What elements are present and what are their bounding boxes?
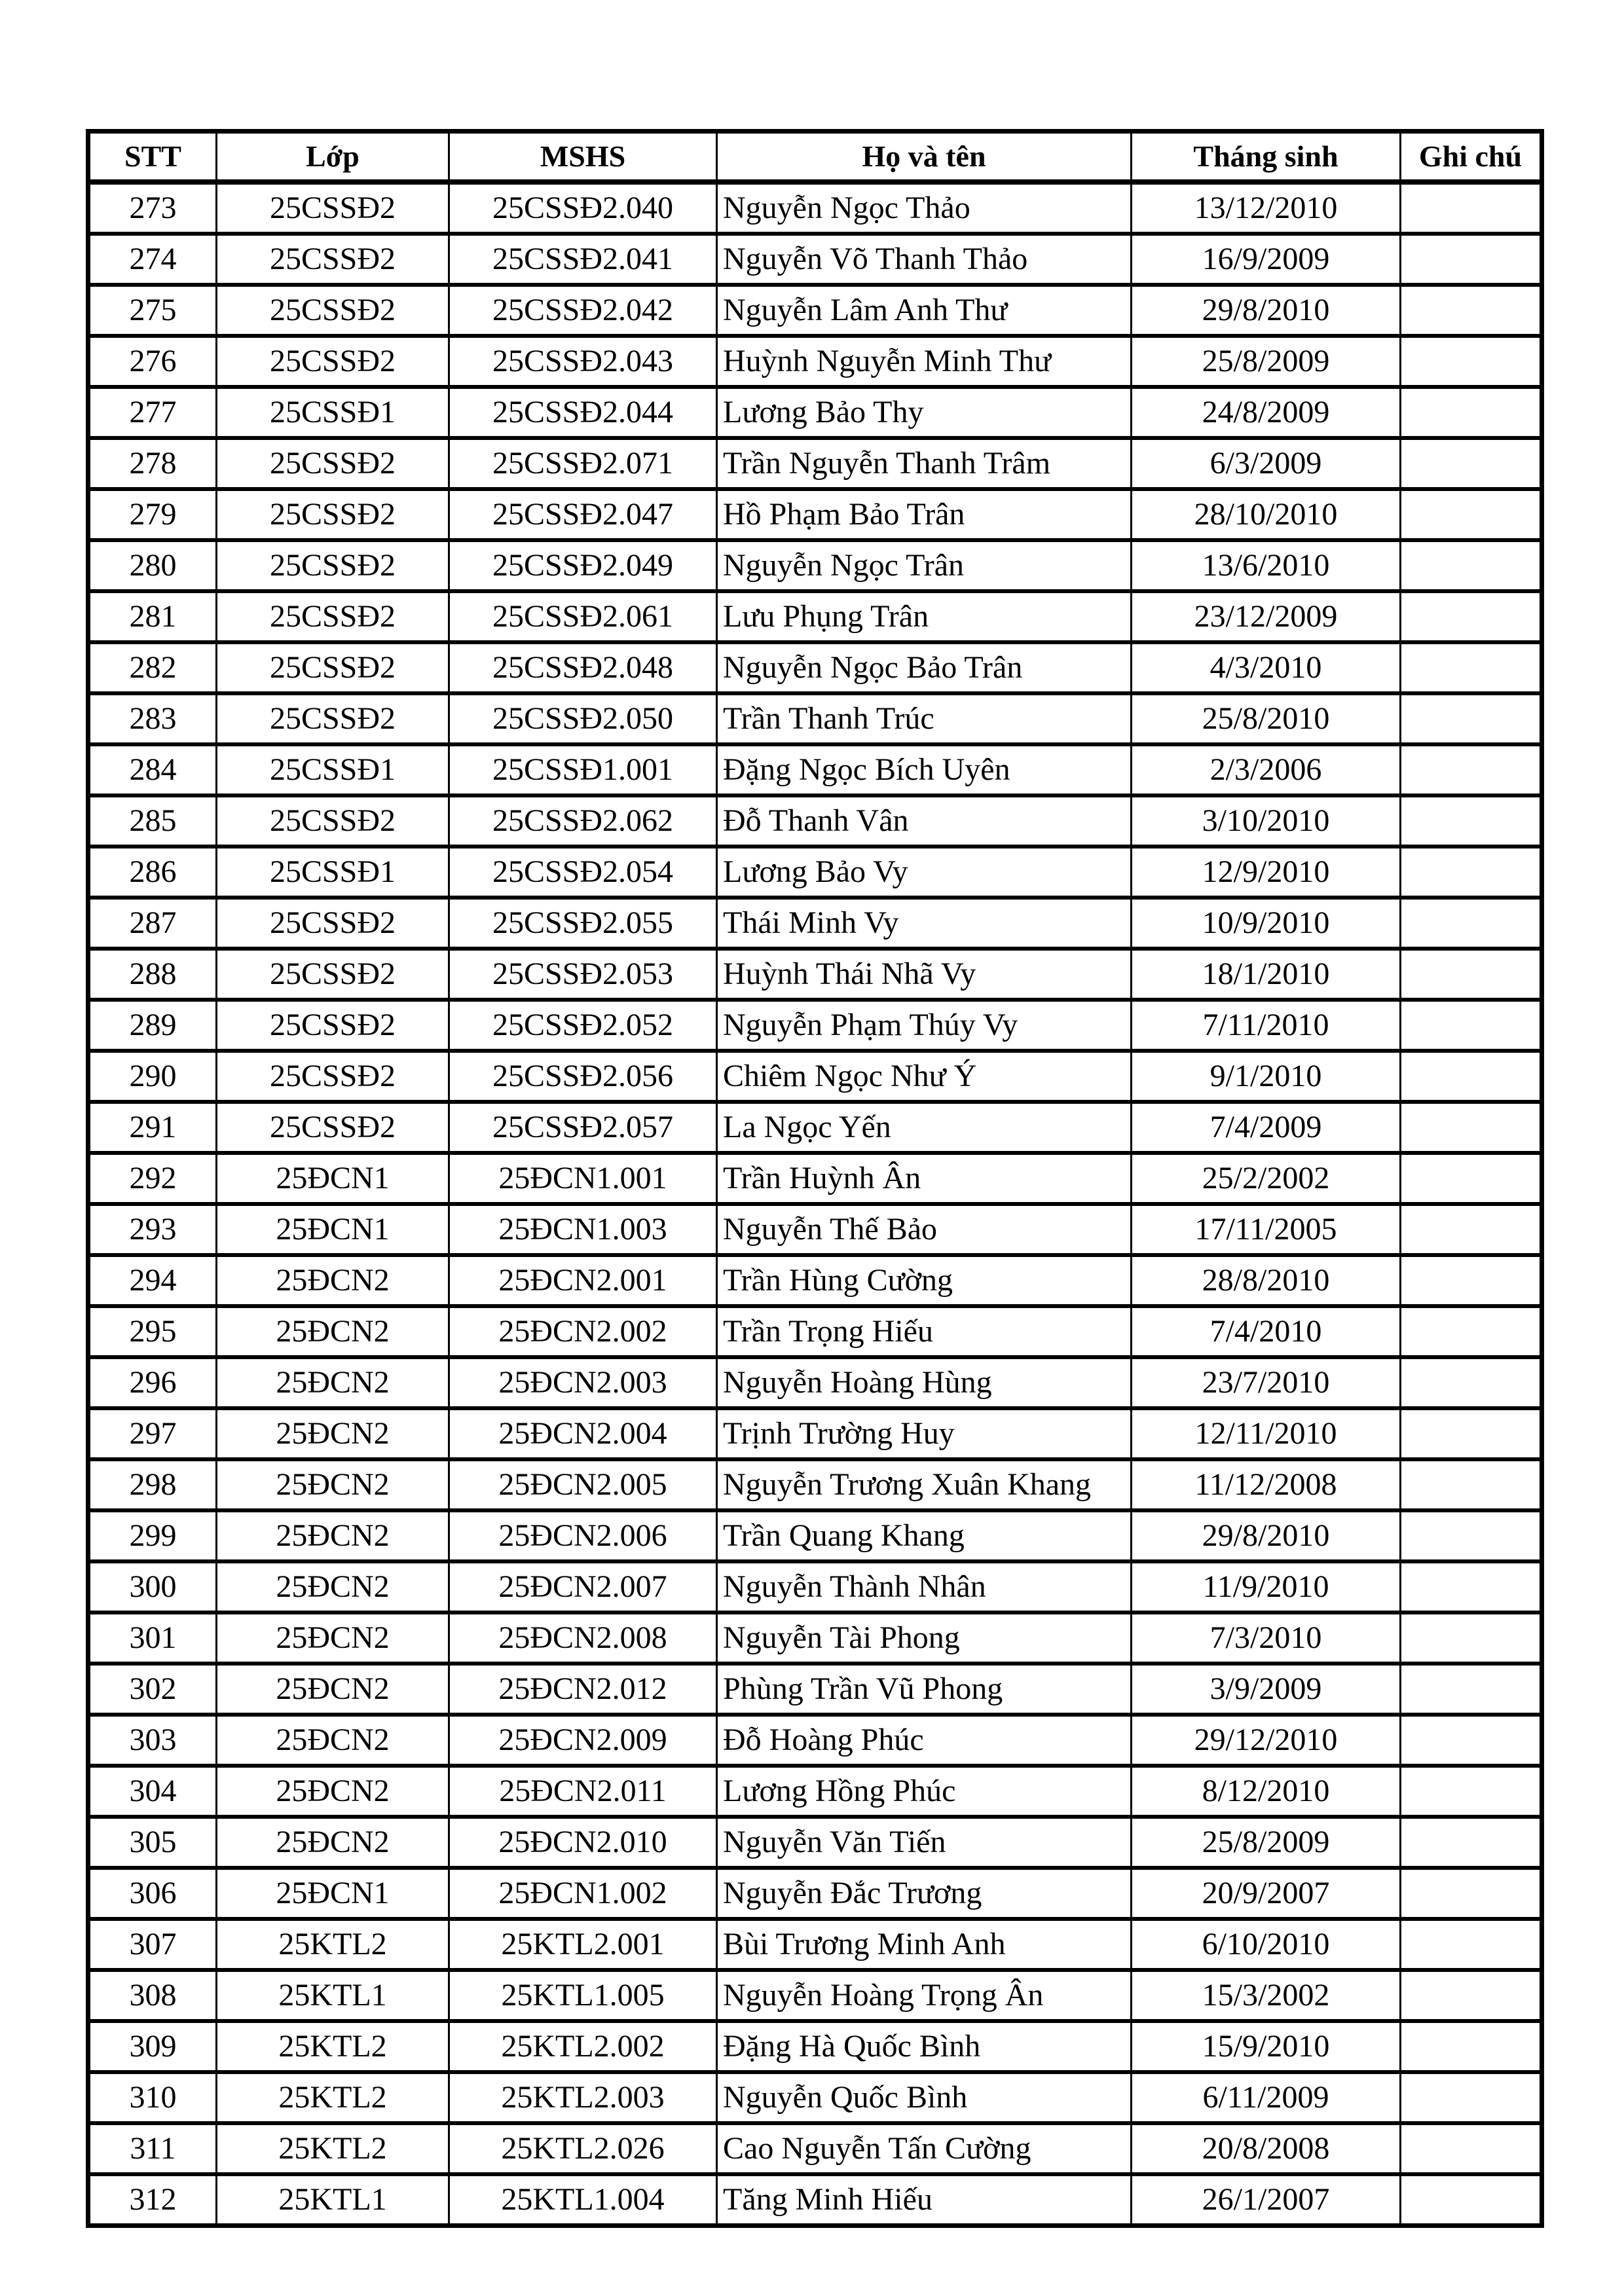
table-row [88,234,1542,285]
cell-stt: 286 [88,847,217,898]
table-body [88,182,1542,2226]
cell-thang-sinh: 2/3/2006 [1132,744,1401,795]
table-row [88,1357,1542,1408]
cell-mshs: 25KTL1.005 [449,1970,717,2021]
cell-ho-va-ten: Trần Huỳnh Ân [717,1153,1132,1204]
cell-stt: 308 [88,1970,217,2021]
cell-lop: 25ĐCN1 [217,1204,449,1255]
cell-mshs: 25ĐCN2.010 [449,1817,717,1868]
table-row [88,1817,1542,1868]
cell-lop: 25ĐCN2 [217,1408,449,1459]
cell-lop: 25KTL1 [217,1970,449,2021]
cell-thang-sinh: 20/8/2008 [1132,2123,1401,2174]
cell-lop: 25CSSĐ2 [217,438,449,489]
cell-ghi-chu [1401,642,1542,693]
cell-lop: 25CSSĐ2 [217,642,449,693]
cell-mshs: 25CSSĐ2.057 [449,1102,717,1153]
cell-lop: 25ĐCN2 [217,1459,449,1510]
table-row [88,744,1542,795]
cell-ho-va-ten: Nguyễn Hoàng Trọng Ân [717,1970,1132,2021]
cell-stt: 288 [88,949,217,1000]
cell-stt: 283 [88,693,217,744]
cell-ho-va-ten: Hồ Phạm Bảo Trân [717,489,1132,540]
cell-lop: 25CSSĐ2 [217,591,449,642]
cell-ghi-chu [1401,1204,1542,1255]
cell-mshs: 25CSSĐ1.001 [449,744,717,795]
cell-ghi-chu [1401,387,1542,438]
cell-thang-sinh: 6/10/2010 [1132,1919,1401,1970]
cell-mshs: 25ĐCN2.004 [449,1408,717,1459]
cell-lop: 25CSSĐ2 [217,540,449,591]
cell-stt: 301 [88,1613,217,1664]
cell-thang-sinh: 25/8/2009 [1132,1817,1401,1868]
cell-lop: 25CSSĐ1 [217,387,449,438]
cell-lop: 25CSSĐ2 [217,285,449,336]
column-header-ghi-chu: Ghi chú [1401,132,1542,183]
cell-lop: 25ĐCN1 [217,1868,449,1919]
column-header-lop: Lớp [217,132,449,183]
cell-stt: 294 [88,1255,217,1306]
cell-thang-sinh: 28/8/2010 [1132,1255,1401,1306]
cell-thang-sinh: 15/3/2002 [1132,1970,1401,2021]
cell-thang-sinh: 11/12/2008 [1132,1459,1401,1510]
cell-mshs: 25CSSĐ2.040 [449,182,717,234]
table-row [88,795,1542,847]
cell-stt: 291 [88,1102,217,1153]
cell-lop: 25CSSĐ2 [217,234,449,285]
cell-lop: 25ĐCN2 [217,1306,449,1357]
cell-mshs: 25ĐCN1.003 [449,1204,717,1255]
cell-stt: 305 [88,1817,217,1868]
cell-mshs: 25ĐCN2.011 [449,1766,717,1817]
cell-lop: 25ĐCN2 [217,1613,449,1664]
cell-ho-va-ten: Cao Nguyễn Tấn Cường [717,2123,1132,2174]
cell-ho-va-ten: Thái Minh Vy [717,898,1132,949]
cell-ho-va-ten: Lương Hồng Phúc [717,1766,1132,1817]
cell-lop: 25CSSĐ1 [217,744,449,795]
cell-stt: 293 [88,1204,217,1255]
cell-ghi-chu [1401,1051,1542,1102]
cell-mshs: 25KTL1.004 [449,2174,717,2226]
cell-thang-sinh: 23/12/2009 [1132,591,1401,642]
cell-stt: 278 [88,438,217,489]
table-row [88,182,1542,234]
cell-stt: 299 [88,1510,217,1561]
cell-mshs: 25KTL2.003 [449,2072,717,2123]
cell-ghi-chu [1401,1459,1542,1510]
cell-stt: 292 [88,1153,217,1204]
table-row [88,949,1542,1000]
table-row [88,1715,1542,1766]
cell-ghi-chu [1401,591,1542,642]
cell-ghi-chu [1401,2123,1542,2174]
cell-ho-va-ten: Trần Nguyễn Thanh Trâm [717,438,1132,489]
cell-ghi-chu [1401,1408,1542,1459]
cell-ho-va-ten: Huỳnh Thái Nhã Vy [717,949,1132,1000]
cell-ho-va-ten: Nguyễn Quốc Bình [717,2072,1132,2123]
cell-lop: 25ĐCN2 [217,1561,449,1613]
cell-ho-va-ten: Nguyễn Ngọc Trân [717,540,1132,591]
cell-ho-va-ten: Đỗ Hoàng Phúc [717,1715,1132,1766]
table-row [88,1408,1542,1459]
cell-lop: 25ĐCN2 [217,1766,449,1817]
cell-ghi-chu [1401,1715,1542,1766]
cell-ho-va-ten: Lương Bảo Vy [717,847,1132,898]
table-row [88,1459,1542,1510]
cell-lop: 25ĐCN2 [217,1664,449,1715]
table-row [88,1613,1542,1664]
cell-thang-sinh: 10/9/2010 [1132,898,1401,949]
cell-thang-sinh: 28/10/2010 [1132,489,1401,540]
table-row [88,693,1542,744]
cell-ho-va-ten: Huỳnh Nguyễn Minh Thư [717,336,1132,387]
cell-stt: 287 [88,898,217,949]
cell-ho-va-ten: Bùi Trương Minh Anh [717,1919,1132,1970]
cell-stt: 302 [88,1664,217,1715]
cell-ghi-chu [1401,949,1542,1000]
table-row [88,489,1542,540]
cell-ho-va-ten: Nguyễn Hoàng Hùng [717,1357,1132,1408]
cell-ghi-chu [1401,1766,1542,1817]
cell-ghi-chu [1401,2174,1542,2226]
cell-thang-sinh: 29/8/2010 [1132,285,1401,336]
cell-stt: 297 [88,1408,217,1459]
cell-ho-va-ten: Lưu Phụng Trân [717,591,1132,642]
cell-ho-va-ten: Đặng Hà Quốc Bình [717,2021,1132,2072]
cell-thang-sinh: 29/12/2010 [1132,1715,1401,1766]
cell-ho-va-ten: Đỗ Thanh Vân [717,795,1132,847]
cell-thang-sinh: 3/9/2009 [1132,1664,1401,1715]
cell-ghi-chu [1401,693,1542,744]
cell-thang-sinh: 15/9/2010 [1132,2021,1401,2072]
cell-ghi-chu [1401,2021,1542,2072]
cell-mshs: 25ĐCN2.002 [449,1306,717,1357]
cell-stt: 306 [88,1868,217,1919]
cell-ghi-chu [1401,336,1542,387]
cell-stt: 303 [88,1715,217,1766]
cell-ho-va-ten: Nguyễn Ngọc Thảo [717,182,1132,234]
cell-thang-sinh: 12/9/2010 [1132,847,1401,898]
cell-lop: 25ĐCN2 [217,1510,449,1561]
cell-ho-va-ten: Trần Hùng Cường [717,1255,1132,1306]
table-row [88,285,1542,336]
cell-lop: 25KTL2 [217,1919,449,1970]
cell-ho-va-ten: Nguyễn Đắc Trương [717,1868,1132,1919]
cell-thang-sinh: 18/1/2010 [1132,949,1401,1000]
cell-ghi-chu [1401,1817,1542,1868]
cell-stt: 289 [88,1000,217,1051]
table-row [88,2174,1542,2226]
cell-stt: 312 [88,2174,217,2226]
cell-ho-va-ten: Nguyễn Võ Thanh Thảo [717,234,1132,285]
cell-stt: 285 [88,795,217,847]
cell-lop: 25KTL2 [217,2072,449,2123]
cell-ghi-chu [1401,1510,1542,1561]
cell-mshs: 25ĐCN2.005 [449,1459,717,1510]
cell-stt: 275 [88,285,217,336]
cell-lop: 25CSSĐ2 [217,898,449,949]
cell-mshs: 25ĐCN1.001 [449,1153,717,1204]
cell-stt: 276 [88,336,217,387]
cell-stt: 281 [88,591,217,642]
cell-mshs: 25CSSĐ2.042 [449,285,717,336]
cell-lop: 25CSSĐ2 [217,795,449,847]
cell-mshs: 25CSSĐ2.041 [449,234,717,285]
cell-stt: 311 [88,2123,217,2174]
cell-thang-sinh: 20/9/2007 [1132,1868,1401,1919]
cell-ho-va-ten: Đặng Ngọc Bích Uyên [717,744,1132,795]
cell-mshs: 25CSSĐ2.043 [449,336,717,387]
cell-thang-sinh: 7/3/2010 [1132,1613,1401,1664]
cell-stt: 290 [88,1051,217,1102]
table-row [88,1919,1542,1970]
cell-stt: 282 [88,642,217,693]
cell-mshs: 25CSSĐ2.056 [449,1051,717,1102]
cell-ho-va-ten: Trần Thanh Trúc [717,693,1132,744]
cell-mshs: 25ĐCN2.006 [449,1510,717,1561]
table-row [88,642,1542,693]
table-header [88,132,1542,183]
table-row [88,1510,1542,1561]
cell-lop: 25CSSĐ2 [217,1000,449,1051]
cell-mshs: 25ĐCN2.009 [449,1715,717,1766]
table-row [88,387,1542,438]
table-row [88,1306,1542,1357]
cell-mshs: 25CSSĐ2.052 [449,1000,717,1051]
cell-ghi-chu [1401,1613,1542,1664]
cell-lop: 25CSSĐ2 [217,949,449,1000]
cell-ho-va-ten: Trần Trọng Hiếu [717,1306,1132,1357]
table-row [88,591,1542,642]
cell-stt: 307 [88,1919,217,1970]
cell-ghi-chu [1401,1102,1542,1153]
cell-thang-sinh: 23/7/2010 [1132,1357,1401,1408]
cell-mshs: 25CSSĐ2.061 [449,591,717,642]
cell-lop: 25CSSĐ2 [217,182,449,234]
cell-stt: 273 [88,182,217,234]
cell-mshs: 25ĐCN2.001 [449,1255,717,1306]
table-row [88,438,1542,489]
cell-lop: 25KTL2 [217,2123,449,2174]
cell-thang-sinh: 7/11/2010 [1132,1000,1401,1051]
column-header-stt: STT [88,132,217,183]
cell-thang-sinh: 7/4/2010 [1132,1306,1401,1357]
cell-mshs: 25KTL2.001 [449,1919,717,1970]
cell-stt: 280 [88,540,217,591]
cell-stt: 296 [88,1357,217,1408]
cell-stt: 309 [88,2021,217,2072]
cell-ghi-chu [1401,1306,1542,1357]
table-row [88,1970,1542,2021]
cell-mshs: 25CSSĐ2.053 [449,949,717,1000]
cell-thang-sinh: 13/12/2010 [1132,182,1401,234]
cell-ghi-chu [1401,2072,1542,2123]
cell-thang-sinh: 29/8/2010 [1132,1510,1401,1561]
table-row [88,1255,1542,1306]
cell-thang-sinh: 13/6/2010 [1132,540,1401,591]
cell-ho-va-ten: Nguyễn Trương Xuân Khang [717,1459,1132,1510]
cell-thang-sinh: 3/10/2010 [1132,795,1401,847]
cell-ho-va-ten: Tăng Minh Hiếu [717,2174,1132,2226]
cell-mshs: 25KTL2.002 [449,2021,717,2072]
cell-stt: 304 [88,1766,217,1817]
table-row [88,1102,1542,1153]
cell-ghi-chu [1401,1000,1542,1051]
cell-mshs: 25CSSĐ2.049 [449,540,717,591]
cell-lop: 25ĐCN1 [217,1153,449,1204]
cell-ho-va-ten: Nguyễn Văn Tiến [717,1817,1132,1868]
cell-thang-sinh: 4/3/2010 [1132,642,1401,693]
cell-stt: 300 [88,1561,217,1613]
cell-thang-sinh: 25/8/2009 [1132,336,1401,387]
cell-ghi-chu [1401,795,1542,847]
cell-ho-va-ten: Lương Bảo Thy [717,387,1132,438]
cell-ho-va-ten: Nguyễn Lâm Anh Thư [717,285,1132,336]
table-row [88,1664,1542,1715]
column-header-ho-va-ten: Họ và tên [717,132,1132,183]
cell-ghi-chu [1401,744,1542,795]
cell-thang-sinh: 6/11/2009 [1132,2072,1401,2123]
cell-lop: 25CSSĐ1 [217,847,449,898]
cell-ghi-chu [1401,438,1542,489]
cell-thang-sinh: 25/2/2002 [1132,1153,1401,1204]
table-row [88,1153,1542,1204]
cell-mshs: 25ĐCN2.012 [449,1664,717,1715]
cell-ho-va-ten: Nguyễn Thế Bảo [717,1204,1132,1255]
cell-lop: 25ĐCN2 [217,1715,449,1766]
cell-mshs: 25ĐCN2.008 [449,1613,717,1664]
cell-lop: 25ĐCN2 [217,1357,449,1408]
cell-thang-sinh: 6/3/2009 [1132,438,1401,489]
cell-thang-sinh: 26/1/2007 [1132,2174,1401,2226]
cell-lop: 25CSSĐ2 [217,693,449,744]
cell-stt: 274 [88,234,217,285]
cell-ghi-chu [1401,1868,1542,1919]
cell-lop: 25ĐCN2 [217,1255,449,1306]
cell-ghi-chu [1401,285,1542,336]
cell-ghi-chu [1401,1153,1542,1204]
cell-ghi-chu [1401,1255,1542,1306]
cell-stt: 295 [88,1306,217,1357]
cell-ghi-chu [1401,1970,1542,2021]
table-row [88,336,1542,387]
cell-ghi-chu [1401,1664,1542,1715]
table-header-row [88,132,1542,183]
cell-mshs: 25CSSĐ2.050 [449,693,717,744]
cell-thang-sinh: 7/4/2009 [1132,1102,1401,1153]
cell-ghi-chu [1401,540,1542,591]
cell-ho-va-ten: Nguyễn Phạm Thúy Vy [717,1000,1132,1051]
cell-mshs: 25ĐCN2.003 [449,1357,717,1408]
cell-stt: 279 [88,489,217,540]
cell-thang-sinh: 9/1/2010 [1132,1051,1401,1102]
cell-lop: 25CSSĐ2 [217,336,449,387]
cell-mshs: 25CSSĐ2.048 [449,642,717,693]
table-row [88,898,1542,949]
cell-ghi-chu [1401,182,1542,234]
cell-mshs: 25CSSĐ2.047 [449,489,717,540]
cell-ho-va-ten: Nguyễn Thành Nhân [717,1561,1132,1613]
cell-mshs: 25ĐCN2.007 [449,1561,717,1613]
table-row [88,2123,1542,2174]
table-row [88,1051,1542,1102]
cell-stt: 310 [88,2072,217,2123]
cell-ho-va-ten: Chiêm Ngọc Như Ý [717,1051,1132,1102]
cell-mshs: 25KTL2.026 [449,2123,717,2174]
cell-thang-sinh: 16/9/2009 [1132,234,1401,285]
cell-lop: 25CSSĐ2 [217,1102,449,1153]
cell-ho-va-ten: Trần Quang Khang [717,1510,1132,1561]
cell-ghi-chu [1401,1357,1542,1408]
cell-thang-sinh: 11/9/2010 [1132,1561,1401,1613]
cell-mshs: 25CSSĐ2.071 [449,438,717,489]
cell-stt: 298 [88,1459,217,1510]
table-row [88,2072,1542,2123]
table-row [88,1766,1542,1817]
cell-mshs: 25CSSĐ2.062 [449,795,717,847]
cell-ghi-chu [1401,234,1542,285]
cell-lop: 25KTL2 [217,2021,449,2072]
cell-ghi-chu [1401,489,1542,540]
cell-ghi-chu [1401,847,1542,898]
table-row [88,847,1542,898]
cell-ghi-chu [1401,898,1542,949]
cell-thang-sinh: 17/11/2005 [1132,1204,1401,1255]
cell-ho-va-ten: Phùng Trần Vũ Phong [717,1664,1132,1715]
column-header-mshs: MSHS [449,132,717,183]
cell-thang-sinh: 12/11/2010 [1132,1408,1401,1459]
cell-stt: 284 [88,744,217,795]
cell-thang-sinh: 8/12/2010 [1132,1766,1401,1817]
table-row [88,1204,1542,1255]
cell-mshs: 25CSSĐ2.054 [449,847,717,898]
cell-ho-va-ten: Trịnh Trường Huy [717,1408,1132,1459]
cell-ho-va-ten: Nguyễn Ngọc Bảo Trân [717,642,1132,693]
cell-thang-sinh: 25/8/2010 [1132,693,1401,744]
cell-ghi-chu [1401,1919,1542,1970]
cell-lop: 25KTL1 [217,2174,449,2226]
cell-lop: 25CSSĐ2 [217,1051,449,1102]
table-row [88,1561,1542,1613]
cell-ho-va-ten: Nguyễn Tài Phong [717,1613,1132,1664]
cell-stt: 277 [88,387,217,438]
table-row [88,1000,1542,1051]
cell-mshs: 25CSSĐ2.044 [449,387,717,438]
student-list-table [86,129,1544,2228]
table-row [88,2021,1542,2072]
column-header-thang-sinh: Tháng sinh [1132,132,1401,183]
cell-ghi-chu [1401,1561,1542,1613]
table-row [88,1868,1542,1919]
cell-mshs: 25ĐCN1.002 [449,1868,717,1919]
table-row [88,540,1542,591]
cell-lop: 25CSSĐ2 [217,489,449,540]
cell-lop: 25ĐCN2 [217,1817,449,1868]
cell-ho-va-ten: La Ngọc Yến [717,1102,1132,1153]
cell-thang-sinh: 24/8/2009 [1132,387,1401,438]
cell-mshs: 25CSSĐ2.055 [449,898,717,949]
